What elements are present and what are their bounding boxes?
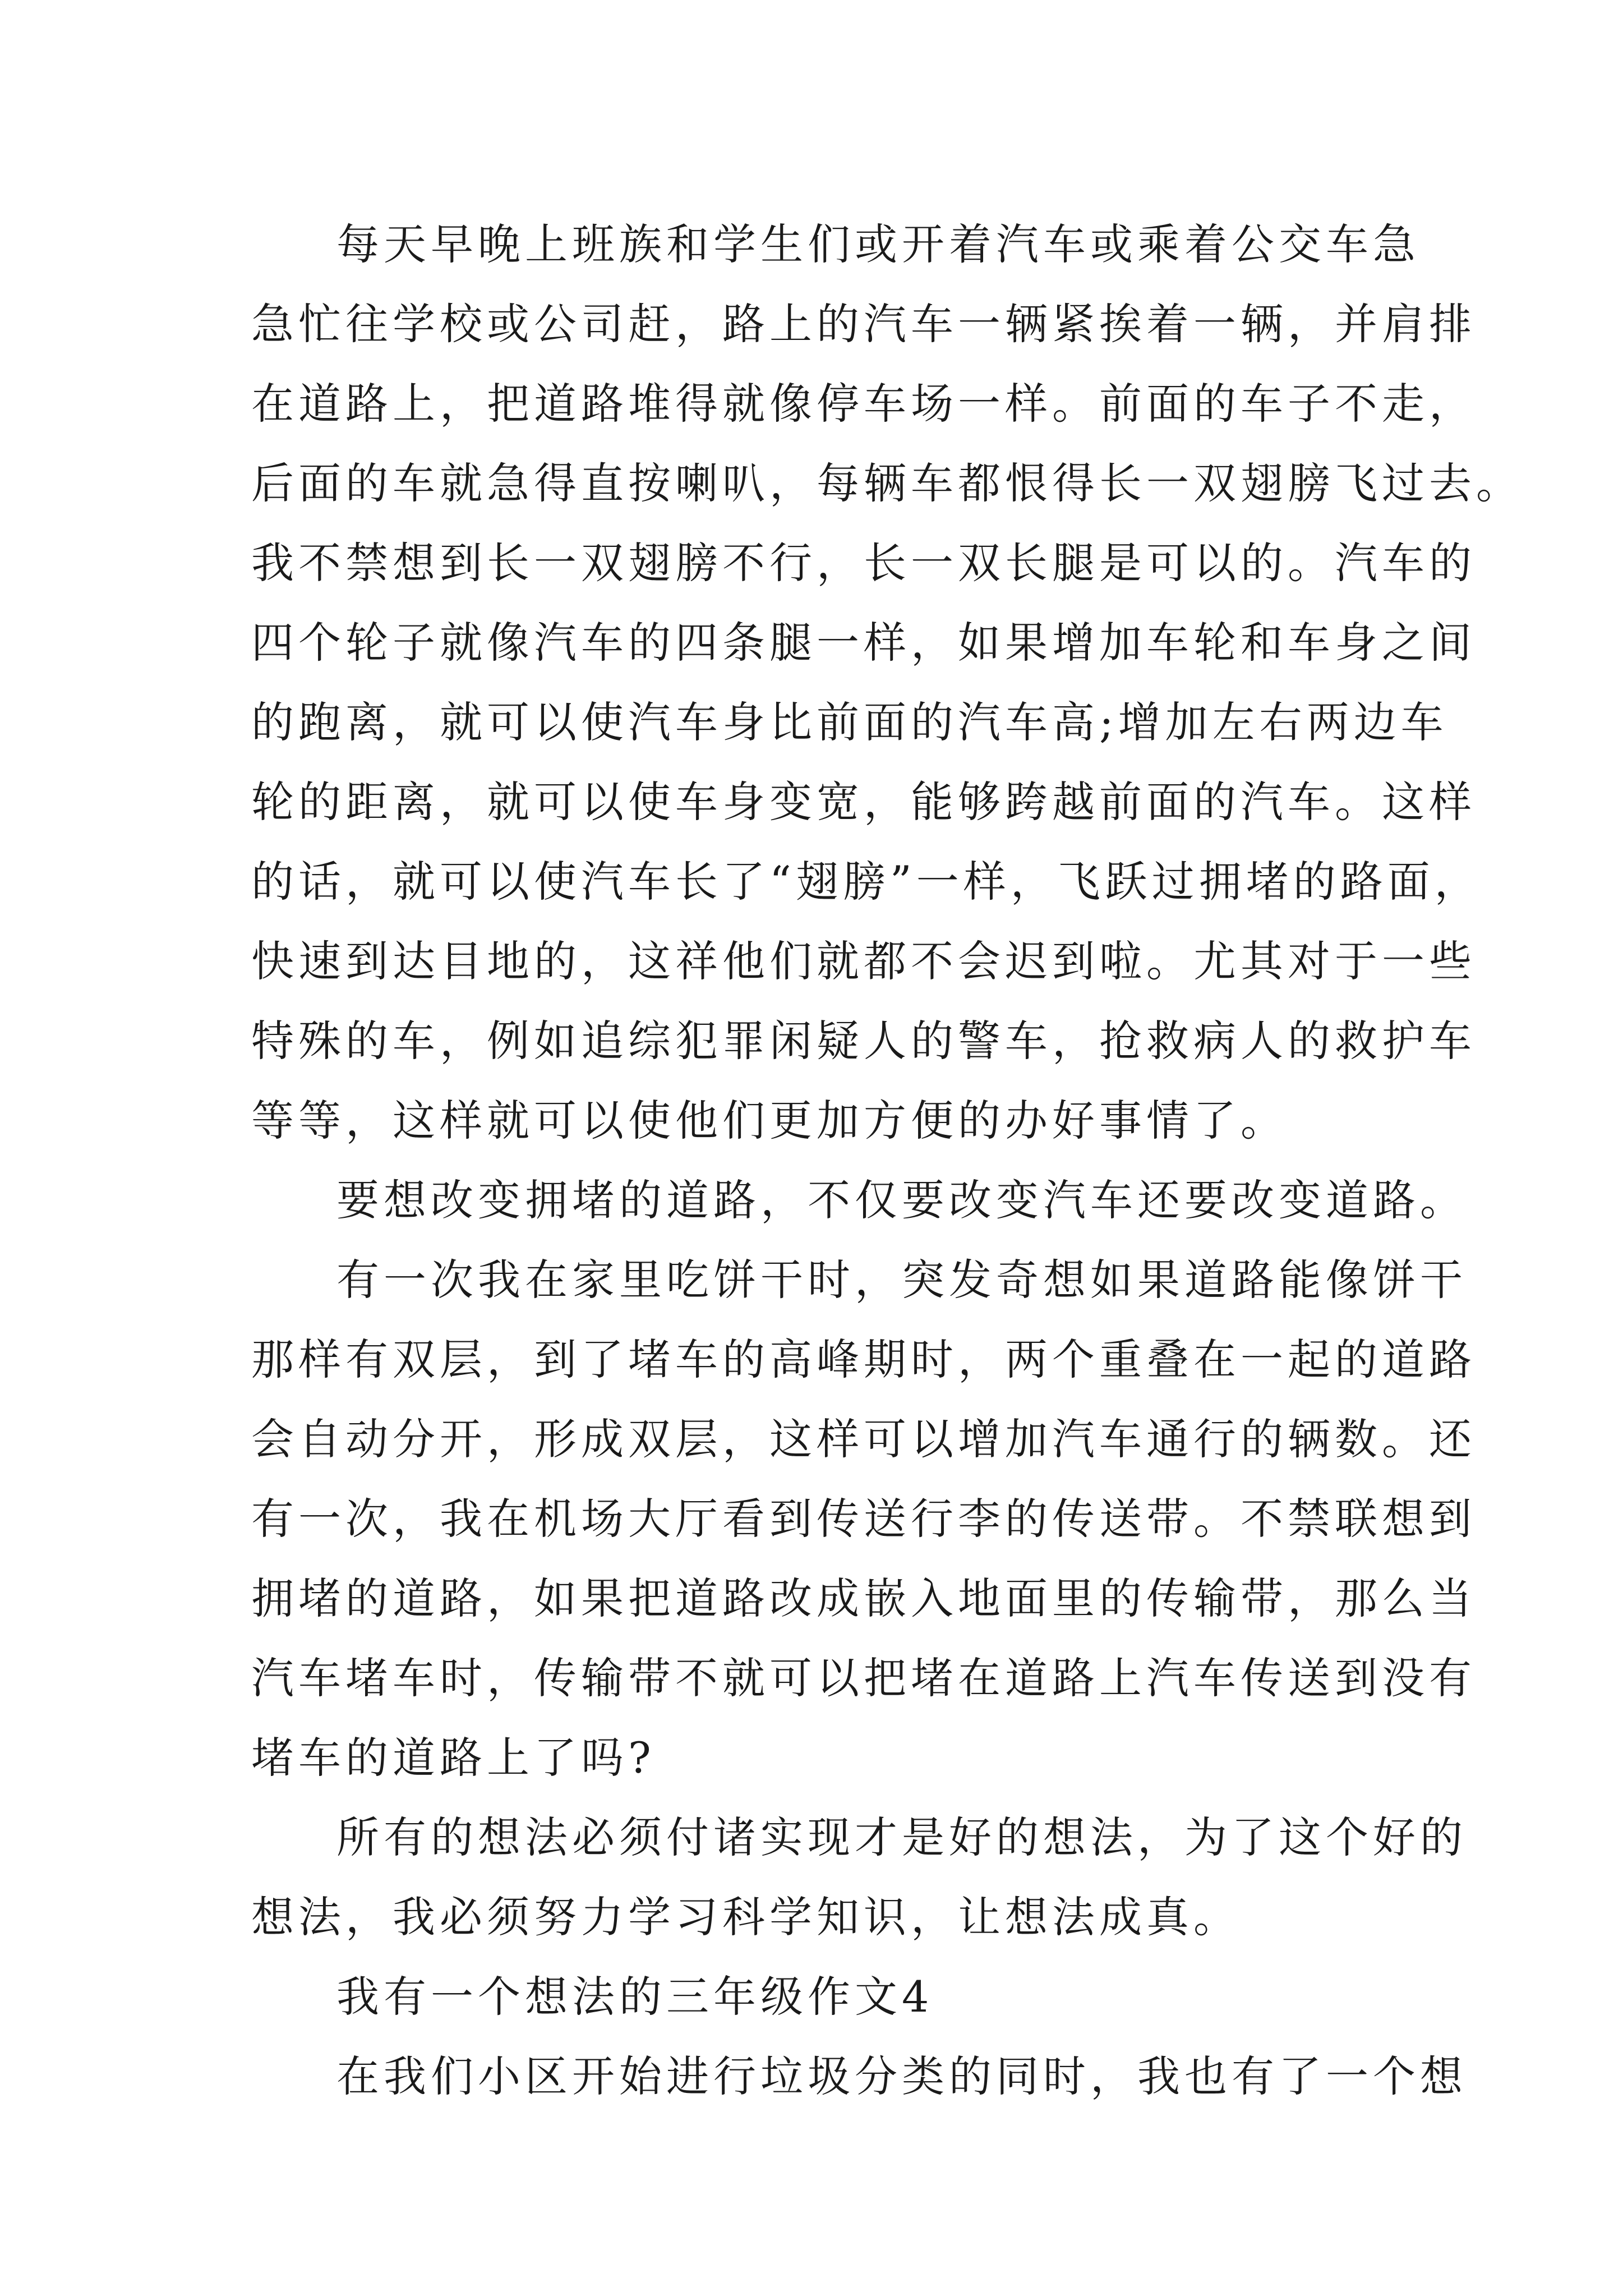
text-line: 的跑离，就可以使汽车身比前面的汽车高;增加左右两边车 [251, 697, 1448, 747]
text-line: 拥堵的道路，如果把道路改成嵌入地面里的传输带，那么当 [251, 1573, 1476, 1623]
text-line: 会自动分开，形成双层，这样可以增加汽车通行的辆数。还 [251, 1414, 1476, 1464]
essay-body [251, 205, 1523, 2116]
section-heading: 我有一个想法的三年级作文4 [336, 1972, 934, 2022]
text-line: 每天早晚上班族和学生们或开着汽车或乘着公交车急 [336, 219, 1420, 269]
text-line: 等等，这样就可以使他们更加方便的办好事情了。 [251, 1096, 1288, 1145]
text-line: 快速到达目地的，这祥他们就都不会迟到啦。尤其对于一些 [251, 936, 1476, 986]
text-line: 特殊的车，例如追综犯罪闲疑人的警车，抢救病人的救护车 [251, 1016, 1476, 1066]
text-line: 汽车堵车时，传输带不就可以把堵在道路上汽车传送到没有 [251, 1653, 1476, 1703]
text-line: 四个轮子就像汽车的四条腿一样，如果增加车轮和车身之间 [251, 618, 1476, 668]
text-line: 急忙往学校或公司赶，路上的汽车一辆紧挨着一辆，并肩排 [251, 299, 1476, 349]
text-line: 有一次，我在机场大厅看到传送行李的传送带。不禁联想到 [251, 1494, 1476, 1544]
text-line: 后面的车就急得直按喇叭，每辆车都恨得长一双翅膀飞过去。 [251, 458, 1523, 508]
text-line: 那样有双层，到了堵车的高峰期时，两个重叠在一起的道路 [251, 1335, 1476, 1384]
text-line: 在我们小区开始进行垃圾分类的同时，我也有了一个想 [336, 2051, 1467, 2101]
text-line: 的话，就可以使汽车长了“翅膀”一样，飞跃过拥堵的路面， [251, 857, 1482, 907]
text-line: 轮的距离，就可以使车身变宽，能够跨越前面的汽车。这样 [251, 777, 1476, 827]
text-line: 要想改变拥堵的道路，不仅要改变汽车还要改变道路。 [336, 1175, 1467, 1225]
text-line: 想法，我必须努力学习科学知识，让想法成真。 [251, 1892, 1241, 1942]
text-line: 在道路上，把道路堆得就像停车场一样。前面的车子不走， [251, 379, 1476, 429]
text-line: 所有的想法必须付诸实现才是好的想法，为了这个好的 [336, 1812, 1467, 1862]
text-line: 堵车的道路上了吗? [251, 1733, 656, 1783]
text-line: 我不禁想到长一双翅膀不行，长一双长腿是可以的。汽车的 [251, 538, 1476, 588]
text-line: 有一次我在家里吃饼干时，突发奇想如果道路能像饼干 [336, 1255, 1467, 1305]
